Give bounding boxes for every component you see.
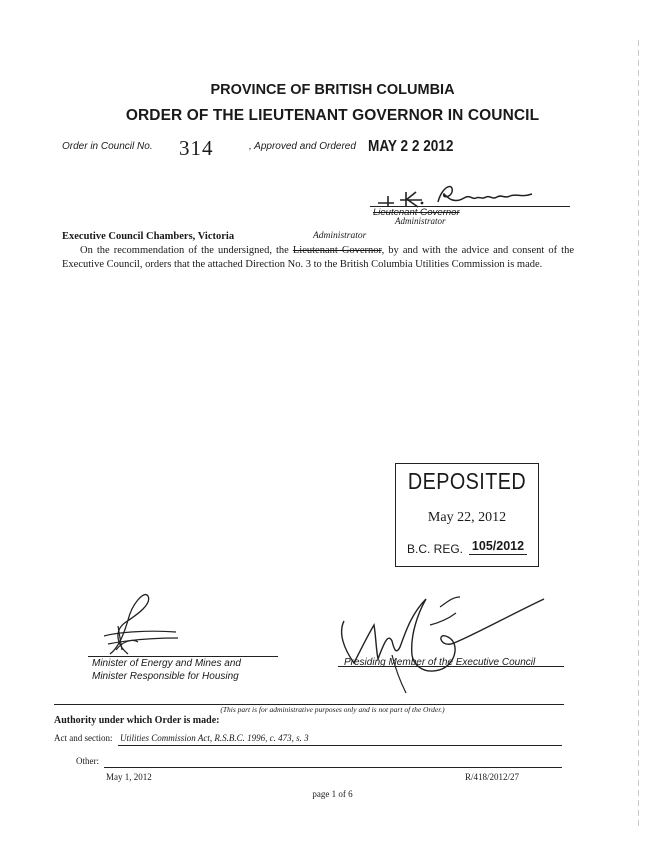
administrator-title: Administrator [395,216,446,226]
struck-lieutenant-governor: Lieutenant Governor [292,245,382,256]
deposited-stamp [395,463,539,567]
deposited-date: May 22, 2012 [427,510,507,525]
order-heading: ORDER OF THE LIEUTENANT GOVERNOR IN COUNCIL [125,107,540,124]
recommendation-paragraph [62,244,574,271]
minister-title-line2: Minister Responsible for Housing [92,670,239,682]
act-section-rule [118,745,562,746]
act-section-value: Utilities Commission Act, R.S.B.C. 1996, c. 473, s. 3 [120,733,309,743]
footer-reference: R/418/2012/27 [465,772,520,782]
approved-date-stamp: MAY 2 2 2012 [368,138,454,155]
other-rule [104,767,562,768]
presiding-member-caption: Presiding Member of the Executive Council [344,657,536,668]
bc-reg-label: B.C. REG. [407,542,464,556]
admin-note: (This part is for administrative purposes only and is not part of the Order.) [220,705,445,714]
bc-reg-number: 105/2012 [469,539,527,555]
recommendation-part1: On the recommendation of the undersigned, the [80,245,289,256]
footer-date: May 1, 2012 [106,772,152,782]
oic-label: Order in Council No. [62,141,153,152]
oic-number: 314 [179,136,214,160]
page-number: page 1 of 6 [312,789,353,799]
deposited-title: DEPOSITED [407,468,527,494]
act-section-label: Act and section: [54,733,113,743]
recommendation-part2: , by and with the advice and consent of the Executive Council, orders that the attached Direction No. 3 to the British Columbia Utilities Commission is made. [62,245,575,270]
authority-label: Authority under which Order is made: [54,715,220,726]
struck-lieutenant-governor-title: Lieutenant Governor [373,207,460,218]
province-heading: PROVINCE OF BRITISH COLUMBIA [210,82,455,98]
minister-signature-line [88,656,278,657]
presiding-member-signature [330,585,550,697]
minister-caption [92,658,241,683]
minister-title-line1: Minister of Energy and Mines and [92,658,241,669]
chambers-line: Executive Council Chambers, Victoria [62,231,235,242]
other-label: Other: [76,756,99,766]
minister-signature [88,592,198,664]
handwritten-insert-administrator: Administrator [313,231,367,241]
approved-label: , Approved and Ordered [249,141,356,152]
